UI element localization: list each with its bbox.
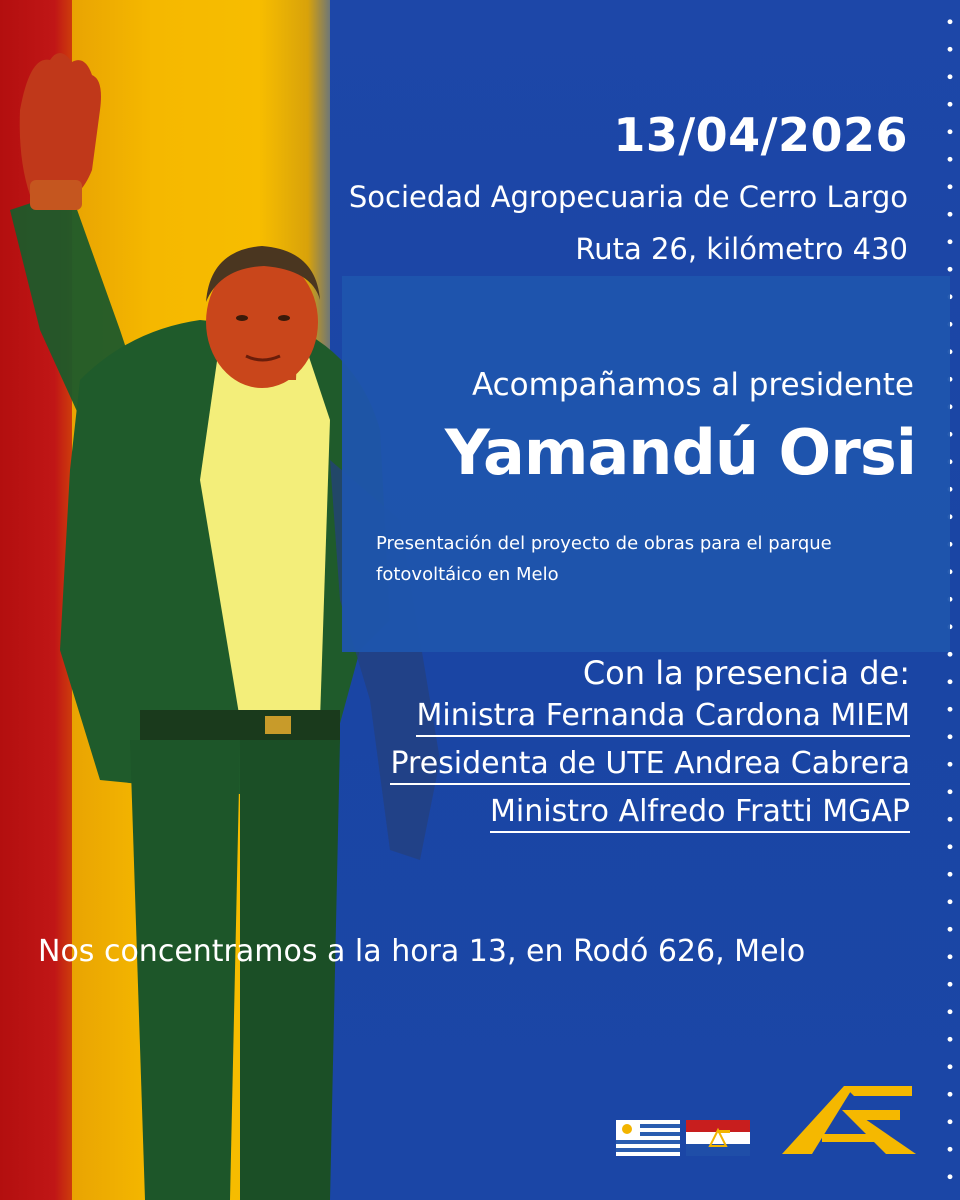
frente-amplio-logo-icon — [782, 1082, 916, 1158]
intro-text: Acompañamos al presidente — [471, 367, 914, 403]
uruguay-flag-icon — [616, 1120, 680, 1156]
president-name: Yamandú Orsi — [444, 416, 916, 489]
guest-item: Ministra Fernanda Cardona MIEM — [416, 698, 910, 737]
event-route: Ruta 26, kilómetro 430 — [575, 232, 908, 266]
guest-item: Presidenta de UTE Andrea Cabrera — [390, 746, 910, 785]
presence-label: Con la presencia de: — [582, 654, 910, 692]
event-description: Presentación del proyecto de obras para el parque fotovoltáico en Melo — [376, 533, 832, 585]
guest-item: Ministro Alfredo Fratti MGAP — [490, 794, 910, 833]
event-date: 13/04/2026 — [613, 108, 908, 162]
event-venue: Sociedad Agropecuaria de Cerro Largo — [348, 180, 908, 214]
meeting-info: Nos concentramos a la hora 13, en Rodó 626, Melo — [38, 934, 806, 969]
frente-amplio-flag-icon — [686, 1120, 750, 1156]
